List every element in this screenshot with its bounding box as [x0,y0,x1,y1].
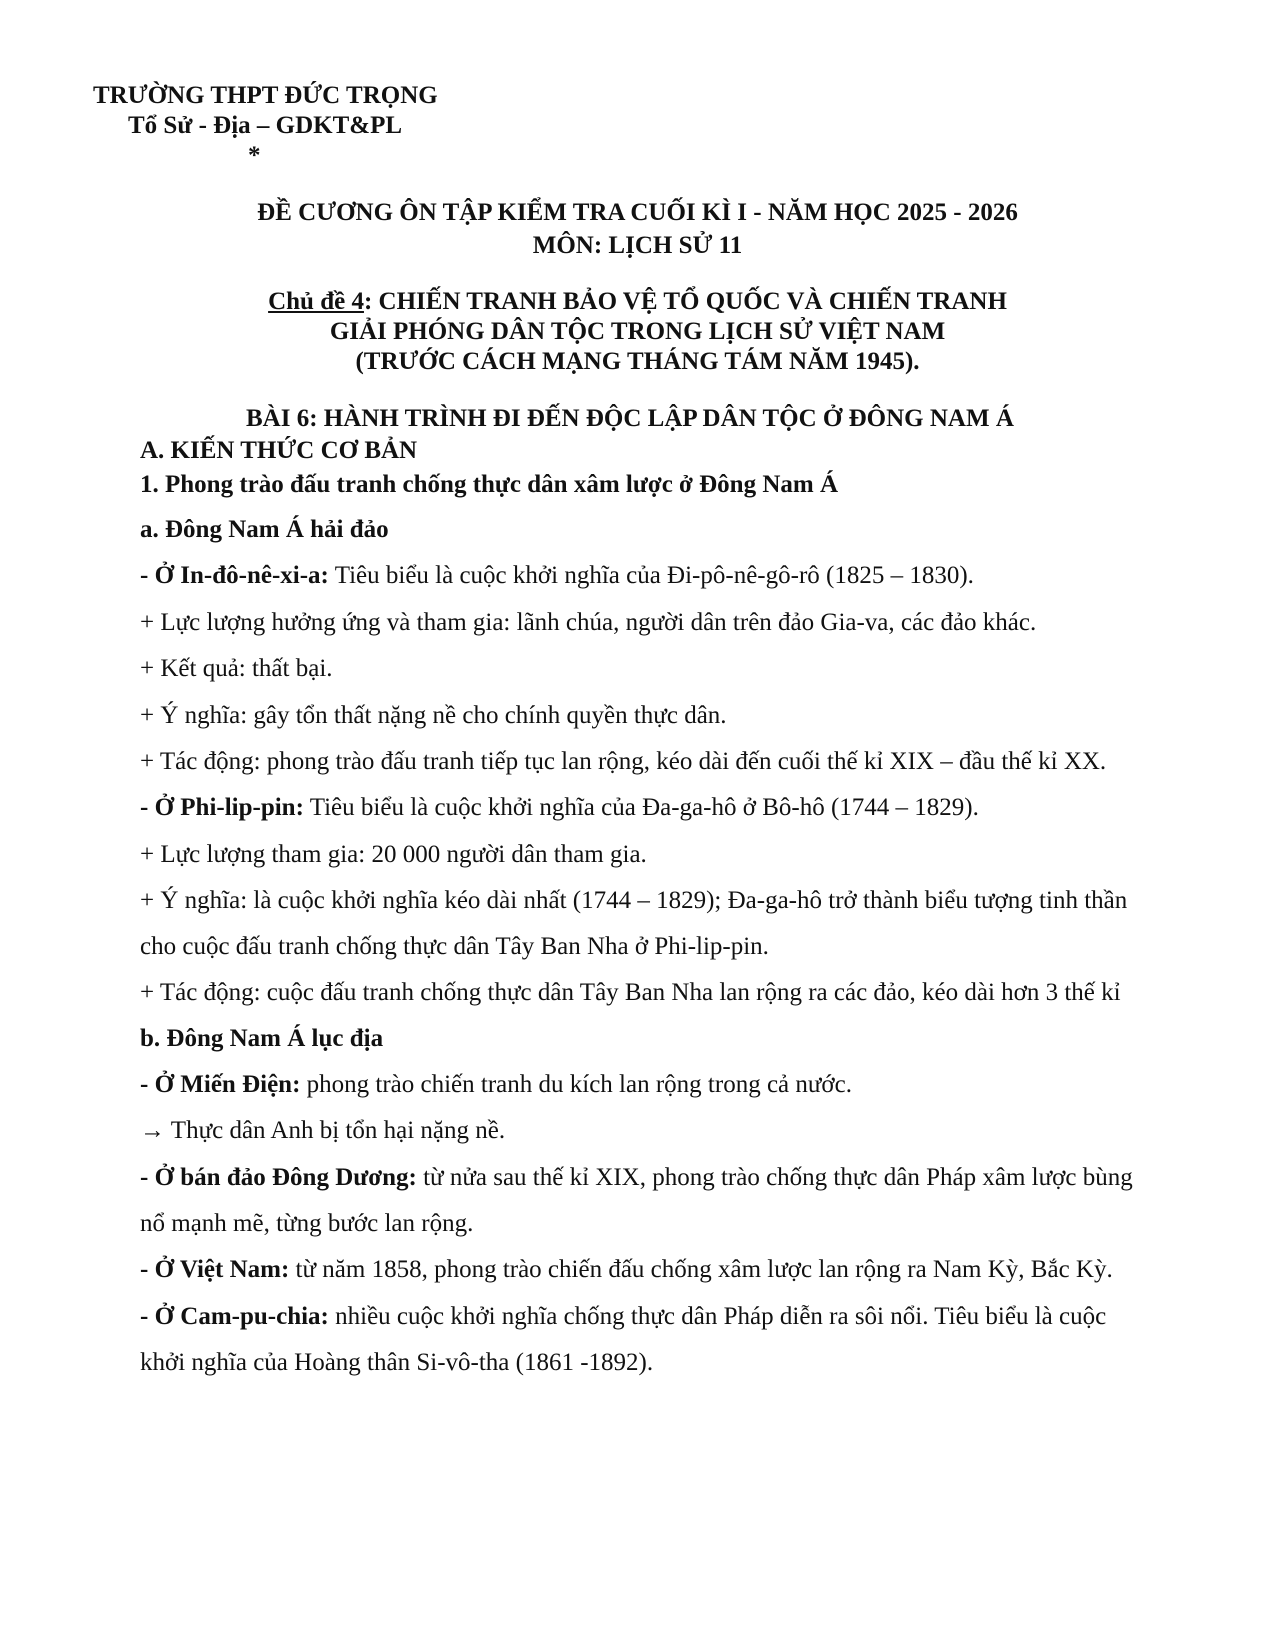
section-1-heading: 1. Phong trào đấu tranh chống thực dân xâm lược ở Đông Nam Á [140,471,839,498]
topic-label: Chủ đề 4 [268,288,364,315]
paragraph-indochina [140,1164,1133,1192]
header-star: * [248,142,261,169]
school-name: TRƯỜNG THPT ĐỨC TRỌNG [93,82,438,109]
indonesia-result: + Kết quả: thất bại. [140,655,333,682]
vietnam-text: từ năm 1858, phong trào chiến đấu chống xâm lược lan rộng ra Nam Kỳ, Bắc Kỳ. [289,1256,1113,1283]
document-title: ĐỀ CƯƠNG ÔN TẬP KIỂM TRA CUỐI KÌ I - NĂM HỌC 2025 - 2026 [257,199,1018,226]
indochina-text-2: nổ mạnh mẽ, từng bước lan rộng. [140,1210,474,1237]
lesson-title: BÀI 6: HÀNH TRÌNH ĐI ĐẾN ĐỘC LẬP DÂN TỘC Ở ĐÔNG NAM Á [246,405,1014,432]
philippines-meaning-1: + Ý nghĩa: là cuộc khởi nghĩa kéo dài nhất (1744 – 1829); Đa-ga-hô trở thành biểu tượng tinh thần [140,887,1128,914]
section-b-subheading: b. Đông Nam Á lục địa [140,1025,384,1052]
paragraph-vietnam [140,1256,1113,1284]
cambodia-text-1: nhiều cuộc khởi nghĩa chống thực dân Pháp diễn ra sôi nổi. Tiêu biểu là cuộc [328,1303,1107,1330]
indochina-label: - Ở bán đảo Đông Dương: [140,1164,417,1191]
paragraph-cambodia [140,1303,1106,1331]
cambodia-text-2: khởi nghĩa của Hoàng thân Si-vô-tha (1861 -1892). [140,1349,654,1376]
indonesia-impact: + Tác động: phong trào đấu tranh tiếp tục lan rộng, kéo dài đến cuối thế kỉ XIX – đầu thế kỉ XX. [140,748,1107,775]
topic-title-line2: GIẢI PHÓNG DÂN TỘC TRONG LỊCH SỬ VIỆT NAM [329,318,946,345]
topic-heading-1: : CHIẾN TRANH BẢO VỆ TỔ QUỐC VÀ CHIẾN TRANH [363,288,1007,315]
paragraph-myanmar [140,1071,852,1099]
vietnam-label: - Ở Việt Nam: [140,1256,290,1283]
department-name: Tổ Sử - Địa – GDKT&PL [128,112,403,139]
paragraph-indonesia [140,562,974,590]
cambodia-label: - Ở Cam-pu-chia: [140,1303,329,1330]
indonesia-label: - Ở In-đô-nê-xi-a: [140,562,329,589]
philippines-label: - Ở Phi-lip-pin: [140,794,304,821]
topic-title-line3: (TRƯỚC CÁCH MẠNG THÁNG TÁM NĂM 1945). [355,348,920,375]
paragraph-philippines [140,794,979,822]
indonesia-text: Tiêu biểu là cuộc khởi nghĩa của Đi-pô-nê-gô-rô (1825 – 1830). [328,562,974,589]
indonesia-force: + Lực lượng hưởng ứng và tham gia: lãnh chúa, người dân trên đảo Gia-va, các đảo khác. [140,609,1037,636]
section-a-heading: A. KIẾN THỨC CƠ BẢN [140,437,418,464]
section-a-subheading: a. Đông Nam Á hải đảo [140,516,389,543]
topic-title-line1 [0,288,1275,316]
subject-title: MÔN: LỊCH SỬ 11 [532,232,743,259]
philippines-meaning-2: cho cuộc đấu tranh chống thực dân Tây Ban Nha ở Phi-lip-pin. [140,933,769,960]
myanmar-result: → Thực dân Anh bị tổn hại nặng nề. [140,1117,506,1144]
indonesia-meaning: + Ý nghĩa: gây tổn thất nặng nề cho chính quyền thực dân. [140,702,727,729]
philippines-text: Tiêu biểu là cuộc khởi nghĩa của Đa-ga-hô ở Bô-hô (1744 – 1829). [303,794,979,821]
indochina-text-1: từ nửa sau thế kỉ XIX, phong trào chống thực dân Pháp xâm lược bùng [416,1164,1133,1191]
myanmar-label: - Ở Miến Điện: [140,1071,301,1098]
philippines-force: + Lực lượng tham gia: 20 000 người dân tham gia. [140,841,647,868]
philippines-impact: + Tác động: cuộc đấu tranh chống thực dân Tây Ban Nha lan rộng ra các đảo, kéo dài hơn 3 thế kỉ [140,979,1121,1006]
myanmar-text: phong trào chiến tranh du kích lan rộng trong cả nước. [300,1071,853,1098]
